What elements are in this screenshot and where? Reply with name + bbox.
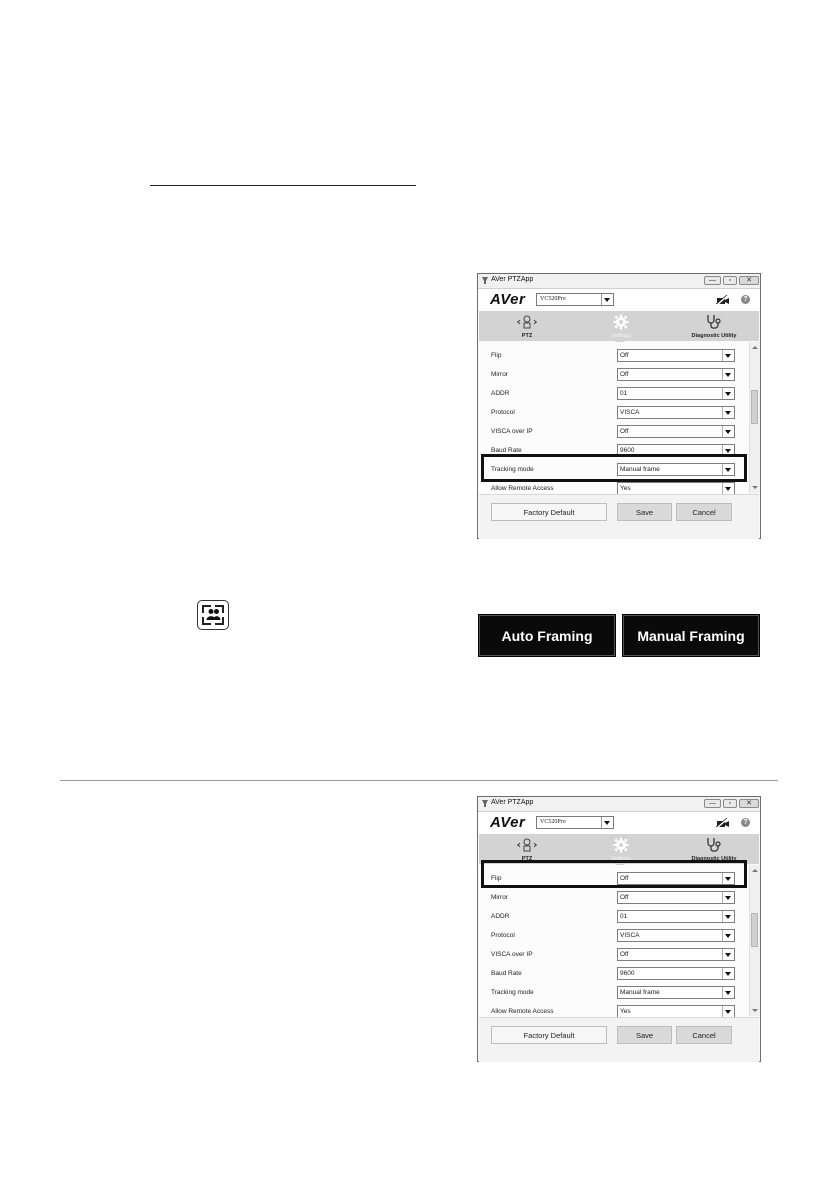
setting-value: 9600 — [620, 970, 635, 977]
chevron-down-icon — [601, 294, 613, 305]
stethoscope-icon — [705, 837, 723, 853]
setting-value: 01 — [620, 913, 628, 920]
underline-rule — [150, 185, 416, 186]
setting-label: Protocol — [491, 932, 515, 939]
setting-value: Off — [620, 894, 629, 901]
chevron-down-icon — [601, 817, 613, 828]
addr-select[interactable] — [617, 387, 735, 400]
close-button[interactable]: ✕ — [739, 799, 759, 808]
setting-row-tracking-mode — [491, 986, 735, 1001]
tab-settings[interactable] — [599, 311, 643, 341]
setting-label: Mirror — [491, 371, 508, 378]
maximize-button[interactable]: ▫ — [723, 799, 737, 808]
setting-value: VISCA — [620, 409, 640, 416]
cancel-button[interactable]: Cancel — [676, 503, 732, 521]
setting-label: Baud Rate — [491, 970, 522, 977]
setting-label: ADDR — [491, 913, 510, 920]
model-value: VC520Pro — [540, 819, 566, 825]
app-icon — [481, 276, 489, 285]
visca-over-ip-select[interactable] — [617, 425, 735, 438]
setting-value: Off — [620, 371, 629, 378]
setting-value: Manual frame — [620, 989, 660, 996]
chevron-down-icon — [722, 949, 734, 960]
setting-row-protocol — [491, 406, 735, 421]
help-icon[interactable]: ? — [741, 295, 750, 304]
cancel-button[interactable]: Cancel — [676, 1026, 732, 1044]
protocol-select[interactable] — [617, 406, 735, 419]
setting-label: VISCA over IP — [491, 951, 533, 958]
setting-value: Off — [620, 352, 629, 359]
setting-value: Manual frame — [620, 466, 660, 473]
window-footer — [479, 494, 759, 539]
ptzapp-window-flip — [477, 796, 761, 1062]
vertical-scrollbar[interactable] — [749, 865, 760, 1016]
flip-highlight — [481, 860, 747, 888]
window-title: AVer PTZApp — [491, 276, 534, 283]
chevron-down-icon — [722, 350, 734, 361]
setting-row-addr — [491, 910, 735, 925]
chevron-down-icon — [722, 987, 734, 998]
chevron-down-icon — [722, 369, 734, 380]
setting-row-visca-over-ip — [491, 425, 735, 440]
people-icon — [206, 608, 221, 621]
aver-logo: AVer — [490, 814, 526, 831]
addr-select[interactable] — [617, 910, 735, 923]
setting-label: Mirror — [491, 894, 508, 901]
protocol-select[interactable] — [617, 929, 735, 942]
factory-default-button[interactable]: Factory Default — [491, 1026, 607, 1044]
setting-value: Off — [620, 428, 629, 435]
mirror-select[interactable] — [617, 368, 735, 381]
aver-logo: AVer — [490, 291, 526, 308]
help-icon[interactable]: ? — [741, 818, 750, 827]
setting-value: 9600 — [620, 447, 635, 454]
brand-bar — [478, 812, 760, 834]
model-value: VC520Pro — [540, 296, 566, 302]
tracking-frame-icon — [197, 600, 229, 630]
chevron-down-icon — [722, 968, 734, 979]
setting-row-baud-rate — [491, 967, 735, 982]
tab-diagnostic-label: Diagnostic Utility — [691, 333, 737, 339]
app-icon — [481, 799, 489, 808]
chevron-down-icon — [722, 892, 734, 903]
scroll-down-icon[interactable] — [752, 1009, 758, 1012]
scroll-down-icon[interactable] — [752, 486, 758, 489]
window-title: AVer PTZApp — [491, 799, 534, 806]
brand-bar — [478, 289, 760, 311]
model-select[interactable] — [536, 816, 614, 829]
tab-ptz[interactable] — [507, 311, 547, 341]
setting-label: VISCA over IP — [491, 428, 533, 435]
setting-label: Allow Remote Access — [491, 485, 554, 492]
manual-framing-button[interactable]: Manual Framing — [622, 614, 760, 657]
setting-label: Baud Rate — [491, 447, 522, 454]
chevron-down-icon — [722, 1006, 734, 1017]
setting-label: Tracking mode — [491, 466, 534, 473]
auto-framing-button[interactable]: Auto Framing — [478, 614, 616, 657]
gear-icon — [613, 837, 629, 853]
tab-settings-label: Settings — [611, 333, 631, 339]
window-footer — [479, 1017, 759, 1062]
tab-diagnostic-label: Diagnostic Utility — [691, 856, 737, 862]
setting-value: Yes — [620, 1008, 631, 1015]
title-bar — [478, 274, 760, 289]
setting-label: Tracking mode — [491, 989, 534, 996]
mirror-select[interactable] — [617, 891, 735, 904]
factory-default-button[interactable]: Factory Default — [491, 503, 607, 521]
setting-row-addr — [491, 387, 735, 402]
tab-settings-label: Settings — [611, 856, 631, 862]
setting-value: 01 — [620, 390, 628, 397]
setting-row-protocol — [491, 929, 735, 944]
flip-select[interactable] — [617, 349, 735, 362]
setting-value: Yes — [620, 485, 631, 492]
setting-value: Off — [620, 875, 629, 882]
minimize-button[interactable]: — — [704, 276, 721, 285]
ptzapp-window-tracking — [477, 273, 761, 539]
tab-ptz-label: PTZ — [521, 333, 533, 339]
camera-off-icon[interactable] — [716, 295, 730, 305]
save-button[interactable]: Save — [617, 1026, 672, 1044]
scroll-up-icon[interactable] — [752, 346, 758, 349]
camera-off-icon[interactable] — [716, 818, 730, 828]
scroll-up-icon[interactable] — [752, 869, 758, 872]
tracking-mode-highlight — [481, 454, 747, 482]
chevron-down-icon — [722, 483, 734, 494]
setting-row-mirror — [491, 891, 735, 906]
chevron-down-icon — [722, 426, 734, 437]
title-bar — [478, 797, 760, 812]
setting-value: Off — [620, 951, 629, 958]
setting-row-visca-over-ip — [491, 948, 735, 963]
setting-label: Protocol — [491, 409, 515, 416]
chevron-down-icon — [722, 930, 734, 941]
stethoscope-icon — [705, 314, 723, 330]
maximize-button[interactable]: ▫ — [723, 276, 737, 285]
scroll-thumb[interactable] — [751, 390, 758, 424]
setting-value: VISCA — [620, 932, 640, 939]
setting-row-flip — [491, 349, 735, 364]
visca-over-ip-select[interactable] — [617, 948, 735, 961]
ptz-icon — [516, 314, 538, 330]
vertical-scrollbar[interactable] — [749, 342, 760, 493]
gear-icon — [613, 314, 629, 330]
chevron-down-icon — [722, 407, 734, 418]
save-button[interactable]: Save — [617, 503, 672, 521]
close-button[interactable]: ✕ — [739, 276, 759, 285]
scroll-thumb[interactable] — [751, 913, 758, 947]
setting-label: Flip — [491, 875, 502, 882]
setting-label: ADDR — [491, 390, 510, 397]
chevron-down-icon — [722, 911, 734, 922]
setting-label: Allow Remote Access — [491, 1008, 554, 1015]
chevron-down-icon — [722, 388, 734, 399]
tab-diagnostic-utility[interactable] — [679, 311, 749, 341]
tracking-mode-select[interactable] — [617, 986, 735, 999]
ptz-icon — [516, 837, 538, 853]
section-divider — [60, 780, 778, 781]
nav-bar — [479, 311, 759, 341]
setting-row-mirror — [491, 368, 735, 383]
minimize-button[interactable]: — — [704, 799, 721, 808]
model-select[interactable] — [536, 293, 614, 306]
setting-label: Flip — [491, 352, 502, 359]
tab-ptz-label: PTZ — [521, 856, 533, 862]
baud-rate-select[interactable] — [617, 967, 735, 980]
